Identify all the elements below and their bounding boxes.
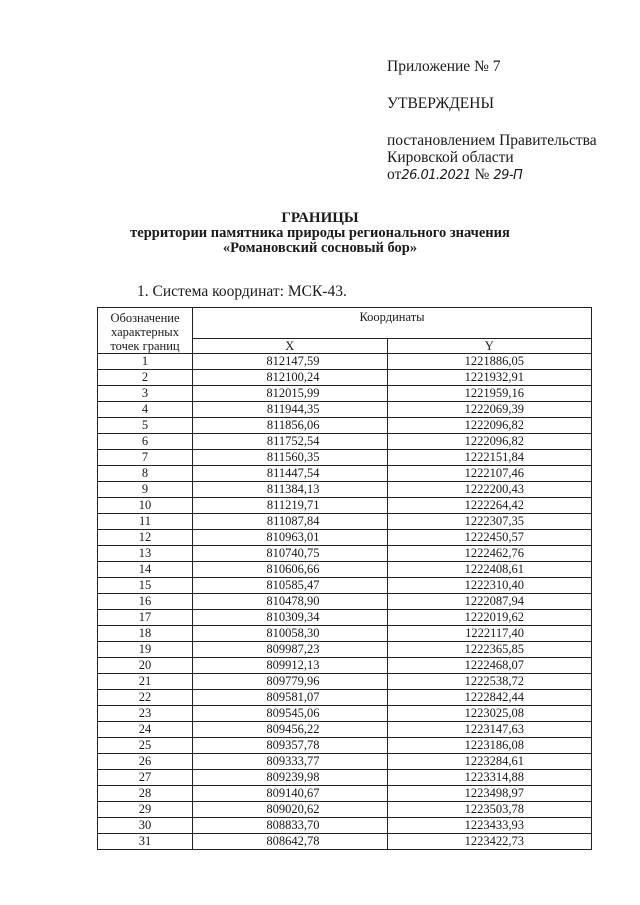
x-coordinate-cell: 809239,98: [193, 770, 388, 786]
y-coordinate-cell: 1222365,85: [387, 642, 591, 658]
table-row: [98, 626, 592, 642]
y-coordinate-cell: 1222069,39: [387, 402, 591, 418]
table-row: [98, 386, 592, 402]
x-coordinate-cell: 812100,24: [193, 370, 388, 386]
x-coordinate-cell: 809545,06: [193, 706, 388, 722]
table-row: [98, 354, 592, 370]
point-number-cell: 14: [98, 562, 193, 578]
y-coordinate-cell: 1222310,40: [387, 578, 591, 594]
x-coordinate-cell: 811384,13: [193, 482, 388, 498]
y-coordinate-cell: 1222264,42: [387, 498, 591, 514]
point-number-cell: 17: [98, 610, 193, 626]
handwritten-number: 29-П: [493, 168, 523, 183]
approved-heading: УТВЕРЖДЕНЫ: [387, 95, 494, 112]
from-prefix: от: [387, 166, 402, 183]
y-coordinate-cell: 1222462,76: [387, 546, 591, 562]
point-number-cell: 24: [98, 722, 193, 738]
table-row: [98, 530, 592, 546]
column-header-x: X: [193, 339, 388, 354]
table-row: [98, 818, 592, 834]
y-coordinate-cell: 1223422,73: [387, 834, 591, 850]
x-coordinate-cell: 810058,30: [193, 626, 388, 642]
decree-date-line: [387, 166, 627, 184]
x-coordinate-cell: 812015,99: [193, 386, 388, 402]
y-coordinate-cell: 1222019,62: [387, 610, 591, 626]
y-coordinate-cell: 1223314,88: [387, 770, 591, 786]
table-row: [98, 546, 592, 562]
point-number-cell: 27: [98, 770, 193, 786]
y-coordinate-cell: 1222408,61: [387, 562, 591, 578]
x-coordinate-cell: 809987,23: [193, 642, 388, 658]
point-number-cell: 18: [98, 626, 193, 642]
table-row: [98, 642, 592, 658]
point-number-cell: 22: [98, 690, 193, 706]
table-row: [98, 434, 592, 450]
x-coordinate-cell: 809333,77: [193, 754, 388, 770]
point-number-cell: 13: [98, 546, 193, 562]
x-coordinate-cell: 808833,70: [193, 818, 388, 834]
y-coordinate-cell: 1223284,61: [387, 754, 591, 770]
y-coordinate-cell: 1222842,44: [387, 690, 591, 706]
point-number-cell: 26: [98, 754, 193, 770]
point-number-cell: 4: [98, 402, 193, 418]
x-coordinate-cell: 811560,35: [193, 450, 388, 466]
x-coordinate-cell: 811447,54: [193, 466, 388, 482]
y-coordinate-cell: 1222200,43: [387, 482, 591, 498]
point-number-cell: 1: [98, 354, 193, 370]
table-row: [98, 658, 592, 674]
decree-line-1: постановлением Правительства: [387, 132, 597, 149]
x-coordinate-cell: 810963,01: [193, 530, 388, 546]
table-row: [98, 514, 592, 530]
point-number-cell: 11: [98, 514, 193, 530]
y-coordinate-cell: 1223186,08: [387, 738, 591, 754]
title-line-2: территории памятника природы регионального значения: [130, 225, 510, 241]
point-number-cell: 8: [98, 466, 193, 482]
point-number-cell: 20: [98, 658, 193, 674]
table-row: [98, 706, 592, 722]
point-number-cell: 6: [98, 434, 193, 450]
point-number-cell: 25: [98, 738, 193, 754]
x-coordinate-cell: 812147,59: [193, 354, 388, 370]
coordinates-table-body: [98, 354, 592, 850]
table-row: [98, 562, 592, 578]
x-coordinate-cell: 811856,06: [193, 418, 388, 434]
table-row: [98, 370, 592, 386]
x-coordinate-cell: 811087,84: [193, 514, 388, 530]
x-coordinate-cell: 810740,75: [193, 546, 388, 562]
y-coordinate-cell: 1222307,35: [387, 514, 591, 530]
table-row: [98, 770, 592, 786]
y-coordinate-cell: 1223025,08: [387, 706, 591, 722]
y-coordinate-cell: 1222087,94: [387, 594, 591, 610]
point-number-cell: 3: [98, 386, 193, 402]
number-prefix: №: [474, 166, 490, 183]
title-line-3: «Романовский сосновый бор»: [222, 240, 418, 256]
table-row: [98, 498, 592, 514]
approval-block: [387, 58, 627, 184]
point-number-cell: 31: [98, 834, 193, 850]
y-coordinate-cell: 1222107,46: [387, 466, 591, 482]
x-coordinate-cell: 809456,22: [193, 722, 388, 738]
table-row: [98, 418, 592, 434]
y-coordinate-cell: 1223147,63: [387, 722, 591, 738]
y-coordinate-cell: 1221886,05: [387, 354, 591, 370]
y-coordinate-cell: 1222468,07: [387, 658, 591, 674]
coordinates-table: [97, 307, 592, 850]
point-number-cell: 16: [98, 594, 193, 610]
x-coordinate-cell: 809357,78: [193, 738, 388, 754]
column-header-coordinates: Координаты: [193, 308, 592, 339]
point-number-cell: 19: [98, 642, 193, 658]
table-row: [98, 722, 592, 738]
annex-number: Приложение № 7: [387, 58, 501, 75]
x-coordinate-cell: 808642,78: [193, 834, 388, 850]
table-row: [98, 754, 592, 770]
table-row: [98, 402, 592, 418]
point-number-cell: 9: [98, 482, 193, 498]
table-row: [98, 610, 592, 626]
x-coordinate-cell: 810309,34: [193, 610, 388, 626]
point-number-cell: 21: [98, 674, 193, 690]
x-coordinate-cell: 809581,07: [193, 690, 388, 706]
x-coordinate-cell: 809912,13: [193, 658, 388, 674]
x-coordinate-cell: 811944,35: [193, 402, 388, 418]
table-row: [98, 594, 592, 610]
y-coordinate-cell: 1222096,82: [387, 434, 591, 450]
table-row: [98, 578, 592, 594]
y-coordinate-cell: 1222096,82: [387, 418, 591, 434]
table-row: [98, 690, 592, 706]
table-row: [98, 674, 592, 690]
point-number-cell: 7: [98, 450, 193, 466]
y-coordinate-cell: 1221959,16: [387, 386, 591, 402]
point-number-cell: 29: [98, 802, 193, 818]
table-row: [98, 738, 592, 754]
point-number-cell: 5: [98, 418, 193, 434]
point-number-cell: 2: [98, 370, 193, 386]
y-coordinate-cell: 1223498,97: [387, 786, 591, 802]
y-coordinate-cell: 1222151,84: [387, 450, 591, 466]
decree-line-2: Кировской области: [387, 149, 514, 166]
y-coordinate-cell: 1222538,72: [387, 674, 591, 690]
table-row: [98, 834, 592, 850]
title-line-1: ГРАНИЦЫ: [281, 210, 359, 226]
x-coordinate-cell: 810585,47: [193, 578, 388, 594]
x-coordinate-cell: 809779,96: [193, 674, 388, 690]
y-coordinate-cell: 1223503,78: [387, 802, 591, 818]
point-number-cell: 15: [98, 578, 193, 594]
y-coordinate-cell: 1221932,91: [387, 370, 591, 386]
table-row: [98, 482, 592, 498]
x-coordinate-cell: 809140,67: [193, 786, 388, 802]
point-number-cell: 28: [98, 786, 193, 802]
point-number-cell: 30: [98, 818, 193, 834]
table-row: [98, 450, 592, 466]
document-title: [0, 211, 640, 256]
y-coordinate-cell: 1223433,93: [387, 818, 591, 834]
x-coordinate-cell: 811752,54: [193, 434, 388, 450]
coordinate-system-label: 1. Система координат: МСК-43.: [137, 283, 347, 300]
x-coordinate-cell: 810478,90: [193, 594, 388, 610]
x-coordinate-cell: 810606,66: [193, 562, 388, 578]
point-number-cell: 10: [98, 498, 193, 514]
point-number-cell: 23: [98, 706, 193, 722]
column-header-point: Обозначение характерных точек границ: [98, 308, 193, 354]
x-coordinate-cell: 809020,62: [193, 802, 388, 818]
table-row: [98, 802, 592, 818]
y-coordinate-cell: 1222450,57: [387, 530, 591, 546]
y-coordinate-cell: 1222117,40: [387, 626, 591, 642]
table-row: [98, 786, 592, 802]
table-row: [98, 466, 592, 482]
x-coordinate-cell: 811219,71: [193, 498, 388, 514]
point-number-cell: 12: [98, 530, 193, 546]
column-header-y: Y: [387, 339, 591, 354]
handwritten-date: 26.01.2021: [401, 168, 471, 183]
